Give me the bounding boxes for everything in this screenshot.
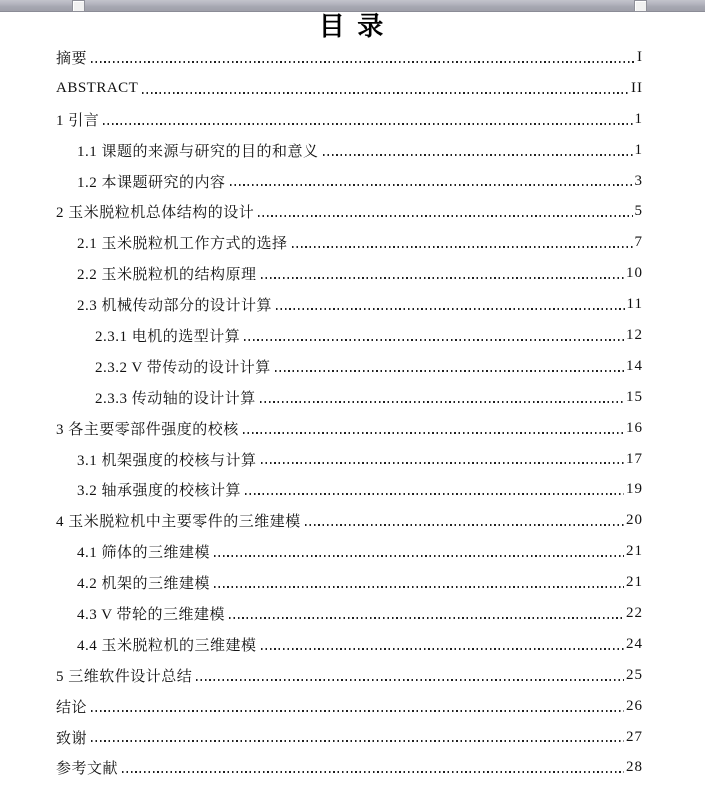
toc-entry-page: 20 bbox=[626, 512, 643, 529]
toc-entry-label: 结论 bbox=[56, 699, 88, 716]
dot-leader bbox=[122, 771, 624, 773]
toc-entry-label: 2.3.2 V 带传动的设计计算 bbox=[95, 359, 271, 376]
toc-entry-label: 1 引言 bbox=[56, 112, 100, 129]
toc-entry[interactable] bbox=[0, 598, 705, 629]
toc-entry-label: ABSTRACT bbox=[56, 79, 139, 96]
dot-leader bbox=[230, 184, 633, 186]
dot-leader bbox=[91, 61, 635, 63]
toc-entry[interactable] bbox=[0, 351, 705, 382]
toc-entry-label: 5 三维软件设计总结 bbox=[56, 668, 193, 685]
toc-entry[interactable] bbox=[0, 691, 705, 722]
toc-entry-page: 11 bbox=[626, 296, 643, 313]
toc-entry-page: II bbox=[631, 79, 643, 96]
toc-entry-label: 致谢 bbox=[56, 730, 88, 747]
toc-entry-label: 2.3.1 电机的选型计算 bbox=[95, 328, 241, 345]
toc-entry-page: 5 bbox=[634, 203, 643, 220]
page-title: 目 录 bbox=[318, 12, 387, 41]
toc-entry-page: 26 bbox=[626, 697, 643, 714]
toc-entry-label: 2.3.3 传动轴的设计计算 bbox=[95, 390, 256, 407]
dot-leader bbox=[275, 370, 624, 372]
dot-leader bbox=[91, 740, 624, 742]
toc-entry[interactable] bbox=[0, 166, 705, 197]
toc-entry[interactable] bbox=[0, 320, 705, 351]
toc-list bbox=[0, 42, 705, 783]
dot-leader bbox=[214, 555, 624, 557]
toc-entry-label: 4 玉米脱粒机中主要零件的三维建模 bbox=[56, 514, 301, 531]
toc-entry-page: 27 bbox=[626, 728, 643, 745]
dot-leader bbox=[244, 339, 624, 341]
toc-entry-page: 15 bbox=[626, 388, 643, 405]
toc-entry-page: 12 bbox=[626, 326, 643, 343]
dot-leader bbox=[261, 462, 624, 464]
document-page bbox=[0, 12, 705, 783]
dot-leader bbox=[323, 154, 633, 156]
dot-leader bbox=[142, 92, 629, 94]
toc-entry-label: 3 各主要零部件强度的校核 bbox=[56, 421, 239, 438]
dot-leader bbox=[229, 617, 624, 619]
toc-entry[interactable] bbox=[0, 722, 705, 753]
toc-entry[interactable] bbox=[0, 382, 705, 413]
toc-entry-label: 1.1 课题的来源与研究的目的和意义 bbox=[77, 143, 319, 160]
dot-leader bbox=[214, 586, 624, 588]
dot-leader bbox=[292, 246, 633, 248]
toc-entry-page: 7 bbox=[634, 234, 643, 251]
toc-entry[interactable] bbox=[0, 567, 705, 598]
toc-entry-label: 4.1 筛体的三维建模 bbox=[77, 545, 211, 562]
dot-leader bbox=[261, 277, 624, 279]
toc-entry-page: 24 bbox=[626, 635, 643, 652]
toc-entry-label: 4.3 V 带轮的三维建模 bbox=[77, 606, 226, 623]
toc-entry-label: 3.2 轴承强度的校核计算 bbox=[77, 483, 242, 500]
toc-entry[interactable] bbox=[0, 629, 705, 660]
toc-entry[interactable] bbox=[0, 474, 705, 505]
toc-entry[interactable] bbox=[0, 104, 705, 135]
toc-entry[interactable] bbox=[0, 536, 705, 567]
toc-entry-page: 22 bbox=[626, 604, 643, 621]
toc-entry-label: 2.2 玉米脱粒机的结构原理 bbox=[77, 267, 257, 284]
toc-entry-page: 25 bbox=[626, 666, 643, 683]
toc-entry-label: 2.1 玉米脱粒机工作方式的选择 bbox=[77, 236, 288, 253]
ruler-bar bbox=[0, 0, 705, 12]
dot-leader bbox=[91, 710, 624, 712]
dot-leader bbox=[243, 432, 624, 434]
toc-entry-page: 21 bbox=[626, 543, 643, 560]
dot-leader bbox=[245, 493, 624, 495]
toc-entry-page: 16 bbox=[626, 419, 643, 436]
toc-entry-page: 14 bbox=[626, 357, 643, 374]
toc-entry-label: 参考文献 bbox=[56, 761, 119, 778]
toc-entry[interactable] bbox=[0, 196, 705, 227]
toc-entry[interactable] bbox=[0, 227, 705, 258]
toc-entry-page: I bbox=[637, 48, 643, 65]
toc-entry[interactable] bbox=[0, 660, 705, 691]
toc-entry-label: 摘要 bbox=[56, 50, 88, 67]
toc-entry-page: 21 bbox=[626, 574, 643, 591]
toc-entry-page: 10 bbox=[626, 265, 643, 282]
toc-entry[interactable] bbox=[0, 505, 705, 536]
dot-leader bbox=[260, 401, 624, 403]
toc-entry-label: 4.4 玉米脱粒机的三维建模 bbox=[77, 637, 257, 654]
dot-leader bbox=[276, 308, 625, 310]
toc-entry[interactable] bbox=[0, 413, 705, 444]
toc-entry[interactable] bbox=[0, 258, 705, 289]
ruler-margin-handle-left[interactable] bbox=[72, 0, 85, 12]
toc-entry[interactable] bbox=[0, 73, 705, 104]
dot-leader bbox=[261, 648, 624, 650]
toc-entry-page: 19 bbox=[626, 481, 643, 498]
toc-entry[interactable] bbox=[0, 42, 705, 73]
toc-entry-page: 17 bbox=[626, 450, 643, 467]
toc-entry-page: 3 bbox=[634, 172, 643, 189]
dot-leader bbox=[103, 123, 632, 125]
dot-leader bbox=[196, 679, 624, 681]
toc-entry[interactable] bbox=[0, 444, 705, 475]
toc-entry[interactable] bbox=[0, 752, 705, 783]
toc-entry[interactable] bbox=[0, 135, 705, 166]
toc-entry-label: 2 玉米脱粒机总体结构的设计 bbox=[56, 205, 255, 222]
toc-entry-page: 1 bbox=[634, 110, 643, 127]
toc-entry-label: 3.1 机架强度的校核与计算 bbox=[77, 452, 257, 469]
dot-leader bbox=[305, 524, 624, 526]
toc-entry-label: 2.3 机械传动部分的设计计算 bbox=[77, 298, 273, 315]
toc-entry-page: 28 bbox=[626, 759, 643, 776]
toc-entry-label: 1.2 本课题研究的内容 bbox=[77, 174, 226, 191]
toc-entry-label: 4.2 机架的三维建模 bbox=[77, 576, 211, 593]
ruler-margin-handle-right[interactable] bbox=[634, 0, 647, 12]
dot-leader bbox=[258, 215, 632, 217]
toc-entry[interactable] bbox=[0, 289, 705, 320]
toc-entry-page: 1 bbox=[634, 141, 643, 158]
